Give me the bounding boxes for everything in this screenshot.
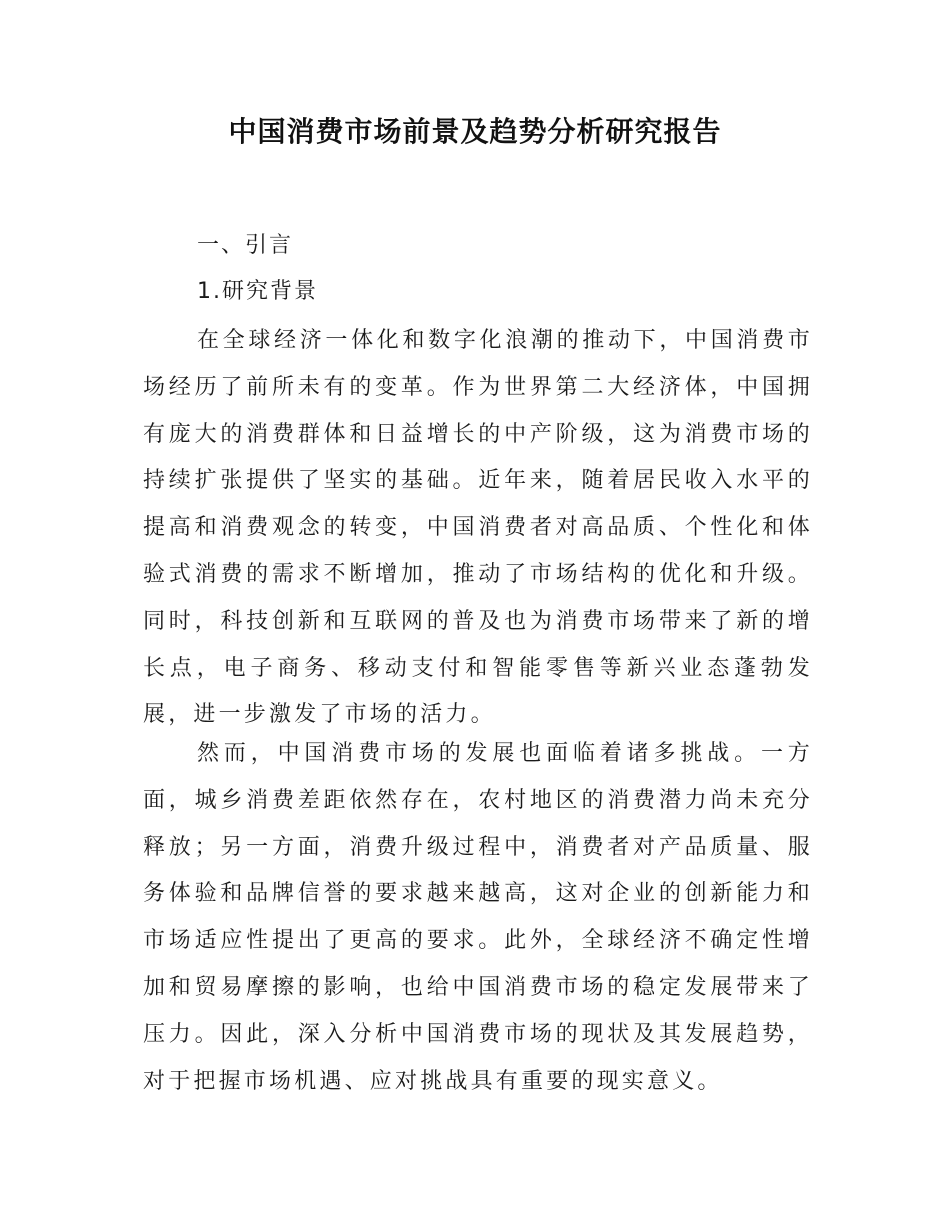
subsection-heading: 1.研究背景 [197,279,318,304]
section-heading: 一、引言 [197,233,294,258]
paragraph-2: 然而，中国消费市场的发展也面临着诸多挑战。一方面，城乡消费差距依然存在，农村地区的消费潜力尚未充分释放；另一方面，消费升级过程中，消费者对产品质量、服务体验和品牌信誉的要求越来越高，这对企业的创新能力和市场适应性提出了更高的要求。此外，全球经济不确定性增加和贸易摩擦的影响，也给中国消费市场的稳定发展带来了压力。因此，深入分析中国消费市场的现状及其发展趋势，对于把握市场机遇、应对挑战具有重要的现实意义。 [143,741,813,1094]
paragraph-1: 在全球经济一体化和数字化浪潮的推动下，中国消费市场经历了前所未有的变革。作为世界第二大经济体，中国拥有庞大的消费群体和日益增长的中产阶级，这为消费市场的持续扩张提供了坚实的基础。近年来，随着居民收入水平的提高和消费观念的转变，中国消费者对高品质、个性化和体验式消费的需求不断增加，推动了市场结构的优化和升级。同时，科技创新和互联网的普及也为消费市场带来了新的增长点，电子商务、移动支付和智能零售等新兴业态蓬勃发展，进一步激发了市场的活力。 [143,328,813,728]
document-title: 中国消费市场前景及趋势分析研究报告 [228,115,722,148]
